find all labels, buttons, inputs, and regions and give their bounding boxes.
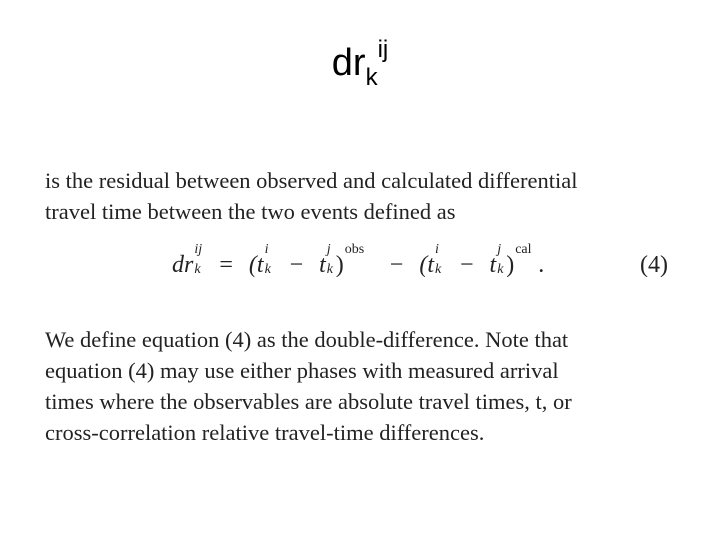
eq-lhs-sup: ij [194,242,203,257]
text-line: is the residual between observed and calculated differential [45,168,578,193]
eq-t1-sup: i [264,242,269,257]
eq-minus-2: − [389,252,404,278]
eq-minus-1: − [289,252,304,278]
double-difference-description [45,324,680,448]
eq-t2: t [319,252,326,278]
text-line: times where the observables are absolute travel times, t, or [45,389,572,414]
eq-lhs-indices [193,242,203,277]
eq-period: . [538,252,545,278]
eq-lhs-sub: k [194,262,201,277]
eq-t1-indices [264,242,274,277]
slide-title [0,36,720,91]
eq-t2-sub: k [326,262,333,277]
eq-minus-3: − [460,252,474,278]
text-line: We define equation (4) as the double-difference. Note that [45,327,569,352]
eq-t3-indices [434,242,444,277]
eq-lhs: dr [172,252,194,278]
text-line: cross-correlation relative travel-time differences. [45,420,485,445]
eq-obs: obs [344,242,365,257]
eq-t3-sub: k [435,262,442,277]
double-difference-equation [172,242,545,279]
eq-cal-label [514,242,538,272]
eq-open-1: (t [248,252,264,278]
eq-obs-label [344,242,374,272]
eq-t4: t [489,252,497,278]
eq-t3-sup: i [435,242,439,257]
eq-t1-sub: k [264,262,271,277]
title-superscript: ij [377,36,389,63]
eq-t2-sup: j [326,242,331,257]
eq-t2-indices [326,242,336,277]
eq-t4-sup: j [497,242,502,257]
eq-t4-indices [496,242,506,277]
eq-cal: cal [515,242,532,257]
eq-t4-sub: k [497,262,504,277]
eq-close-2: ) [506,252,515,278]
eq-open-2: (t [419,252,434,278]
title-subscript: k [365,64,378,91]
title-base: dr [331,42,366,84]
residual-description [45,165,680,227]
equation-number: (4) [640,252,668,278]
text-line: equation (4) may use either phases with measured arrival [45,358,559,383]
eq-equals: = [219,252,233,278]
eq-close-1: ) [335,252,344,278]
text-line: travel time between the two events defined as [45,199,456,224]
